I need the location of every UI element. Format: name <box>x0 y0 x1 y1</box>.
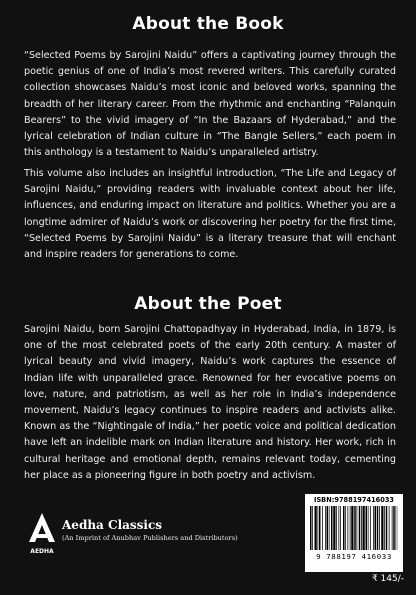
about-poet-paragraph: Sarojini Naidu, born Sarojini Chattopadhyay in Hyderabad, India, in 1879, is one of the most celebrated poets of the early 20th century. A master of lyrical beauty and vivid imagery, Naidu’s work captures the essence of Indian life with unparalleled grace. Renowned for her evocative poems on love, nature, and patriotism, as well as her role in India’s independence movement, Naidu’s legacy continues to inspire readers and activists alike. Known as the “Nightingale of India,” her poetic voice and political dedication have left an indelible mark on Indian literature and history. Her work, rich in cultural heritage and emotional depth, remains relevant today, cementing her place as a pioneering figure in both poetry and activism. <box>24 324 396 481</box>
publisher-name: Aedha Classics <box>62 518 163 532</box>
publisher-logo-icon <box>28 512 56 556</box>
about-book-heading: About the Book <box>132 14 284 34</box>
publisher-logo-text: AEDHA <box>30 548 54 555</box>
barcode-digits: 9 788197 416033 <box>316 552 392 561</box>
about-poet-heading: About the Poet <box>134 294 282 314</box>
isbn-label: ISBN:9788197416033 <box>313 496 395 504</box>
barcode-panel <box>305 494 403 572</box>
barcode-icon <box>310 506 398 550</box>
about-book-paragraph-1: “Selected Poems by Sarojini Naidu” offers a captivating journey through the poetic genius of one of India’s most revered writers. This carefully curated collection showcases Naidu’s most iconic and beloved works, spanning the breadth of her literary career. From the rhythmic and enchanting “Palanquin Bearers” to the vivid imagery of “In the Bazaars of Hyderabad,” and the lyrical celebration of Indian culture in “The Bangle Sellers,” each poem in this anthology is a testament to Naidu’s unparalleled artistry. <box>24 50 396 159</box>
about-book-paragraph-2: This volume also includes an insightful introduction, “The Life and Legacy of Sarojini Naidu,” providing readers with invaluable context about her life, influences, and enduring impact on literature and politics. Whether you are a longtime admirer of Naidu’s work or discovering her poetry for the first time, “Selected Poems by Sarojini Naidu” is a literary treasure that will enchant and inspire readers for generations to come. <box>24 168 396 261</box>
footer <box>0 496 416 595</box>
price: ₹ 145/- <box>371 574 404 584</box>
publisher-imprint: (An Imprint of Anubhav Publishers and Distributors) <box>62 534 238 542</box>
